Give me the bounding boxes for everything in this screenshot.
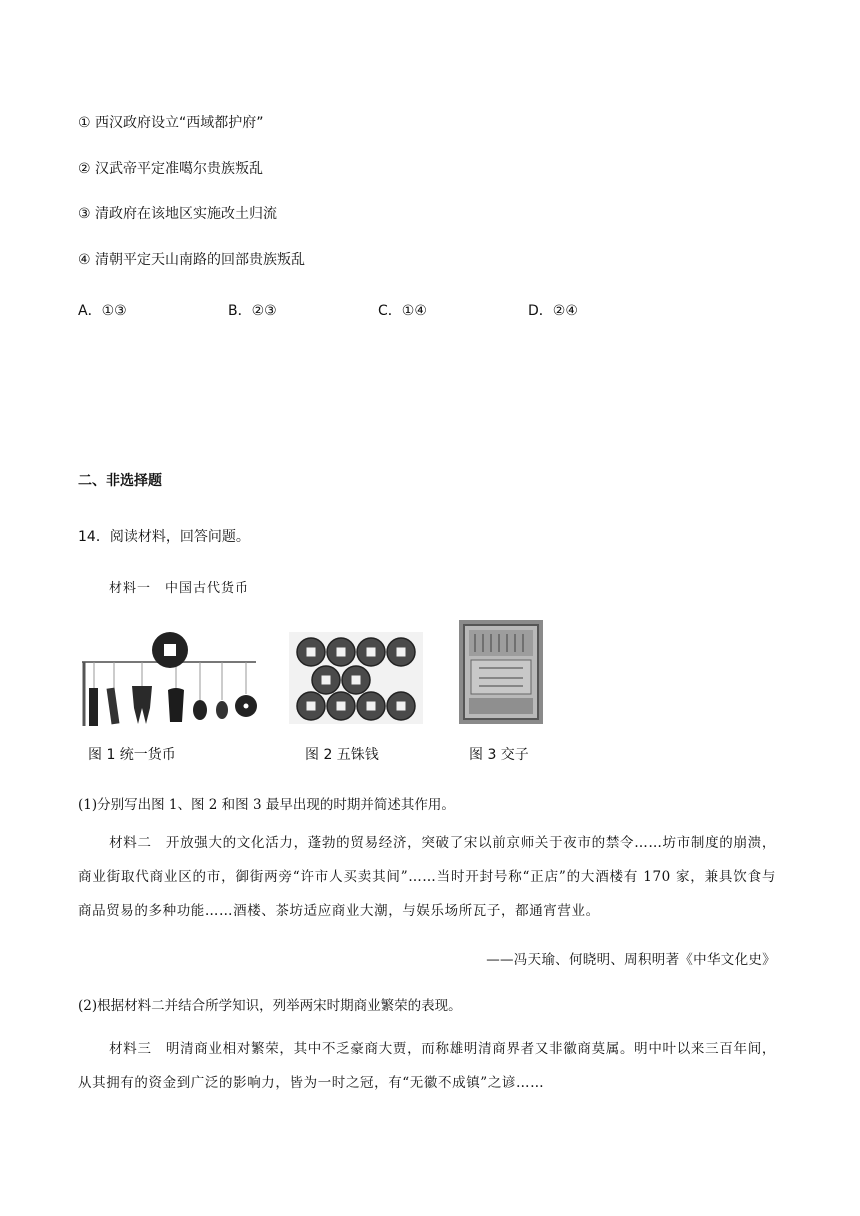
option-2: ② 汉武帝平定准噶尔贵族叛乱 [78, 161, 264, 177]
question-heading: 14．阅读材料，回答问题。 [78, 529, 250, 545]
material2-paragraph [78, 826, 776, 928]
option-3: ③ 清政府在该地区实施改土归流 [78, 206, 278, 222]
coin-hole [397, 648, 406, 657]
figure-3-caption: 图 3 交子 [469, 747, 529, 763]
section-title: 二、非选择题 [78, 473, 162, 489]
figure-2-caption: 图 2 五铢钱 [305, 747, 379, 763]
coin-hole [367, 702, 376, 711]
option-1: ① 西汉政府设立“西域都护府” [78, 115, 264, 131]
choice-d[interactable]: D．②④ [528, 303, 578, 319]
coin-hole [352, 676, 361, 685]
coin-hole [337, 648, 346, 657]
choice-a[interactable]: A．①③ [78, 303, 127, 319]
choice-c[interactable]: C．①④ [378, 303, 427, 319]
coin-hole [307, 702, 316, 711]
coin-hole [307, 648, 316, 657]
material1-title: 材料一 中国古代货币 [109, 581, 250, 596]
coin-hole [337, 702, 346, 711]
choice-b[interactable]: B．②③ [228, 303, 277, 319]
figure-1-image [80, 630, 260, 730]
material2-text: 开放强大的文化活力，蓬勃的贸易经济，突破了宋以前京师关于夜市的禁令……坊市制度的崩溃，商业街取代商业区的市，御街两旁“许市人买卖其间”……当时开封号称“正店”的大酒楼有 170 家，兼具饮食与商品贸易的多种功能……酒楼、茶坊适应商业大潮，与娱乐场所瓦子，都通宵营业。 [78, 835, 776, 919]
material2-label: 材料二 [109, 835, 152, 851]
material3-text: 明清商业相对繁荣，其中不乏豪商大贾，而称雄明清商界者又非徽商莫属。明中叶以来三百年间，从其拥有的资金到广泛的影响力，皆为一时之冠，有“无徽不成镇”之谚…… [78, 1041, 776, 1091]
coin-hole [397, 702, 406, 711]
material3-paragraph [78, 1032, 776, 1100]
material3-label: 材料三 [109, 1041, 152, 1057]
figure-2-image [289, 632, 423, 724]
coin-hole [367, 648, 376, 657]
coin-hole [322, 676, 331, 685]
figure-3-image [459, 620, 543, 724]
figure-1-caption: 图 1 统一货币 [88, 747, 176, 763]
question-1: (1)分别写出图 1、图 2 和图 3 最早出现的时期并简述其作用。 [78, 797, 455, 813]
option-4: ④ 清朝平定天山南路的回部贵族叛乱 [78, 252, 306, 268]
question-2: (2)根据材料二并结合所学知识，列举两宋时期商业繁荣的表现。 [78, 998, 462, 1014]
material2-source: ——冯天瑜、何晓明、周积明著《中华文化史》 [486, 952, 776, 968]
